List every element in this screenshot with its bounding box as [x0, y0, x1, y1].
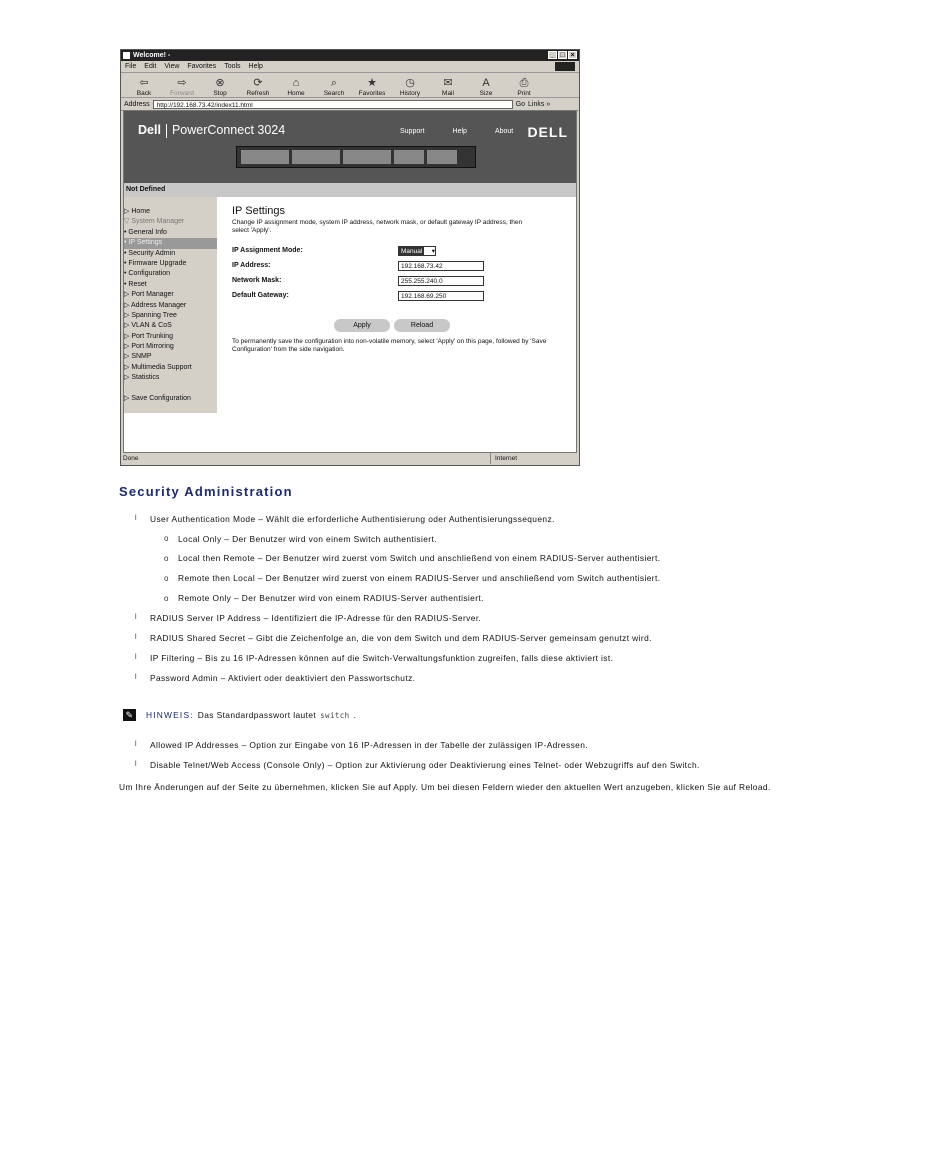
sub-bullet-marker: o: [164, 534, 169, 543]
pencil-note-icon: ✎: [123, 709, 136, 721]
title-bar: [121, 50, 579, 61]
banner-links: [400, 128, 513, 135]
closing-paragraph: Um Ihre Änderungen auf der Seite zu übernehmen, klicken Sie auf Apply. Um bei diesen Feldern wieder den aktuellen Wert anzugeben, klicken Sie auf Reload.: [119, 782, 771, 792]
nav-item-system-manager[interactable]: ▽ System Manager: [124, 218, 185, 226]
system-name-bar: Not Defined: [124, 183, 576, 197]
nav-item-statistics[interactable]: ▷ Statistics: [124, 374, 160, 382]
sub-list-item: Remote Only – Der Benutzer wird von einem RADIUS-Server authentisiert.: [178, 593, 484, 603]
sub-list-item: Local Only – Der Benutzer wird von einem Switch authentisiert.: [178, 534, 437, 544]
port-block-2: [343, 150, 391, 164]
product-name: PowerConnect 3024: [171, 123, 286, 137]
nav-item-snmp[interactable]: ▷ SNMP: [124, 353, 152, 361]
nav-item-address-manager[interactable]: ▷ Address Manager: [124, 301, 187, 309]
nav-item-port-trunking[interactable]: ▷ Port Trunking: [124, 332, 173, 340]
section-heading: Security Administration: [119, 484, 293, 499]
bullet-marker: l: [135, 654, 137, 661]
sub-bullet-marker: o: [164, 554, 169, 563]
ip-address-row: [232, 258, 572, 273]
browser-window: [120, 49, 580, 466]
mail-button[interactable]: ✉ Mail: [442, 77, 454, 97]
nav-item-save-configuration[interactable]: ▷ Save Configuration: [124, 395, 191, 403]
forward-button[interactable]: ⇨ Forward: [170, 77, 194, 97]
refresh-icon: ⟳: [253, 77, 263, 89]
switch-front-panel-image: [236, 146, 476, 168]
bullet-marker: l: [135, 634, 137, 641]
sub-bullet-marker: o: [164, 574, 169, 583]
stop-button[interactable]: ⊗ Stop: [213, 77, 227, 97]
status-bar: [123, 453, 577, 464]
list-item: RADIUS Shared Secret – Gibt die Zeichenfolge an, die von dem Switch und dem RADIUS-Server gemeinsam genutzt wird.: [150, 633, 652, 643]
product-title: [138, 123, 285, 138]
about-link[interactable]: About: [494, 128, 514, 135]
reload-button[interactable]: Reload: [394, 319, 450, 332]
address-input[interactable]: http://192.168.73.42/index11.html: [153, 100, 513, 109]
port-block-3: [394, 150, 424, 164]
save-note: To permanently save the configuration into non-volatile memory, select 'Apply' on this page, followed by 'Save Configuration' from the side navigation.: [232, 338, 547, 353]
menu-bar: [121, 61, 579, 73]
note-label: HINWEIS:: [146, 710, 194, 720]
window-title: Welcome! -: [133, 52, 171, 59]
brand-divider: [166, 124, 167, 138]
print-button[interactable]: ⎙ Print: [517, 77, 531, 97]
list-item: User Authentication Mode – Wählt die erforderliche Authentisierung oder Authentisierungssequenz.: [150, 514, 555, 524]
note-text: Das Standardpasswort lautet: [197, 710, 317, 720]
history-icon: ◷: [405, 77, 415, 89]
history-button[interactable]: ◷ History: [399, 77, 421, 97]
home-button[interactable]: ⌂ Home: [287, 77, 305, 97]
default-gateway-label: Default Gateway:: [232, 292, 289, 299]
sub-list-item: Remote then Local – Der Benutzer wird zuerst von einem RADIUS-Server und anschließend vom Switch authentisiert.: [178, 573, 661, 583]
favorites-button[interactable]: ★ Favorites: [358, 77, 386, 97]
nav-item-port-mirroring[interactable]: ▷ Port Mirroring: [124, 343, 174, 351]
note-box: ✎ HINWEIS: Das Standardpasswort lautet switch .: [123, 709, 356, 721]
nav-item-port-manager[interactable]: ▷ Port Manager: [124, 291, 174, 299]
menu-edit[interactable]: Edit: [144, 63, 157, 70]
maximize-button[interactable]: □: [558, 51, 567, 59]
search-button[interactable]: ⌕ Search: [323, 77, 345, 97]
sub-list-item: Local then Remote – Der Benutzer wird zuerst vom Switch und anschließend von einem RADIUS-Server authentisiert.: [178, 553, 661, 563]
menu-file[interactable]: File: [125, 63, 137, 70]
close-button[interactable]: ×: [568, 51, 577, 59]
nav-item-home[interactable]: ▷ Home: [124, 208, 151, 215]
page-content: [123, 110, 577, 453]
menu-view[interactable]: View: [164, 63, 180, 70]
ip-mode-label: IP Assignment Mode:: [232, 247, 303, 254]
menu-help[interactable]: Help: [248, 63, 263, 70]
size-button[interactable]: A Size: [479, 77, 493, 97]
dell-logo: DELL: [527, 124, 568, 140]
bullet-marker: l: [135, 741, 137, 748]
toolbar: [121, 73, 579, 98]
back-button[interactable]: ⇦ Back: [136, 77, 152, 97]
refresh-button[interactable]: ⟳ Refresh: [246, 77, 270, 97]
default-gateway-row: [232, 288, 572, 303]
nav-item-vlan-cos[interactable]: ▷ VLAN & CoS: [124, 322, 172, 330]
port-block-1: [292, 150, 340, 164]
mail-icon: ✉: [443, 77, 453, 89]
nav-item-multimedia-support[interactable]: ▷ Multimedia Support: [124, 363, 192, 371]
nav-item-firmware-upgrade[interactable]: • Firmware Upgrade: [124, 259, 187, 267]
network-mask-row: [232, 273, 572, 288]
bullet-marker: l: [135, 761, 137, 768]
windows-logo-icon: [555, 62, 575, 71]
menu-tools[interactable]: Tools: [224, 63, 241, 70]
list-item: Allowed IP Addresses – Option zur Eingabe von 16 IP-Adressen in der Tabelle der zulässigen IP-Adressen.: [150, 740, 588, 750]
menu-favorites[interactable]: Favorites: [187, 63, 217, 70]
port-block-4: [427, 150, 457, 164]
sub-bullet-marker: o: [164, 594, 169, 603]
bullet-marker: l: [135, 515, 137, 522]
list-item: Disable Telnet/Web Access (Console Only) – Option zur Aktivierung oder Deaktivierung eines Telnet- oder Webzugriffs auf den Switch.: [150, 760, 700, 770]
brand-name: Dell: [138, 123, 161, 137]
search-icon: ⌕: [330, 77, 338, 89]
switch-logo-panel: [241, 150, 289, 164]
default-gateway-field[interactable]: 192.168.69.250: [398, 291, 484, 301]
nav-spacer: [124, 384, 217, 394]
nav-item-ip-settings[interactable]: • IP Settings: [124, 238, 217, 248]
forward-icon: ⇨: [177, 77, 187, 89]
window-controls: [548, 51, 577, 59]
address-label: Address: [124, 100, 150, 108]
list-item: RADIUS Server IP Address – Identifiziert die IP-Adresse für den RADIUS-Server.: [150, 613, 482, 623]
page-description: Change IP assignment mode, system IP address, network mask, or default gateway IP address, then select 'Apply'.: [232, 219, 523, 234]
browser-icon: [123, 52, 130, 59]
minimize-button[interactable]: _: [548, 51, 557, 59]
status-text: Done: [123, 455, 139, 462]
print-icon: ⎙: [519, 77, 529, 89]
document-section: [119, 484, 819, 499]
bullet-marker: l: [135, 614, 137, 621]
back-icon: ⇦: [139, 77, 149, 89]
page-title: IP Settings: [232, 205, 285, 217]
nav-item-general-info[interactable]: • General Info: [124, 228, 167, 236]
form-buttons: [334, 319, 572, 332]
list-item: Password Admin – Aktiviert oder deaktiviert den Passwortschutz.: [150, 673, 416, 683]
bullet-marker: l: [135, 674, 137, 681]
go-button[interactable]: Go: [515, 100, 526, 108]
ip-settings-panel: [232, 205, 572, 354]
nav-item-reset[interactable]: • Reset: [124, 280, 147, 288]
security-zone: Internet: [490, 453, 577, 464]
ip-address-field[interactable]: 192.168.73.42: [398, 261, 484, 271]
support-link[interactable]: Support: [400, 128, 425, 135]
stop-icon: ⊗: [215, 77, 225, 89]
side-navigation: [124, 197, 217, 413]
ip-address-label: IP Address:: [232, 262, 271, 269]
text-size-icon: A: [482, 77, 490, 89]
network-mask-label: Network Mask:: [232, 277, 282, 284]
nav-item-security-admin[interactable]: • Security Admin: [124, 249, 176, 257]
links-button[interactable]: Links »: [528, 100, 551, 108]
dell-banner: [124, 111, 576, 183]
list-item: IP Filtering – Bis zu 16 IP-Adressen können auf die Switch-Verwaltungsfunktion zugreifen, falls diese aktiviert ist.: [150, 653, 614, 663]
home-icon: ⌂: [292, 77, 300, 89]
favorites-icon: ★: [367, 77, 377, 89]
help-link[interactable]: Help: [452, 128, 467, 135]
nav-item-spanning-tree[interactable]: ▷ Spanning Tree: [124, 311, 177, 319]
ip-mode-select[interactable]: Manual ▾: [398, 246, 436, 256]
default-password: switch: [320, 710, 350, 720]
network-mask-field[interactable]: 255.255.240.0: [398, 276, 484, 286]
chevron-down-icon: ▾: [431, 247, 435, 255]
nav-item-configuration[interactable]: • Configuration: [124, 270, 171, 278]
ip-mode-row: [232, 243, 572, 258]
apply-button[interactable]: Apply: [334, 319, 390, 332]
